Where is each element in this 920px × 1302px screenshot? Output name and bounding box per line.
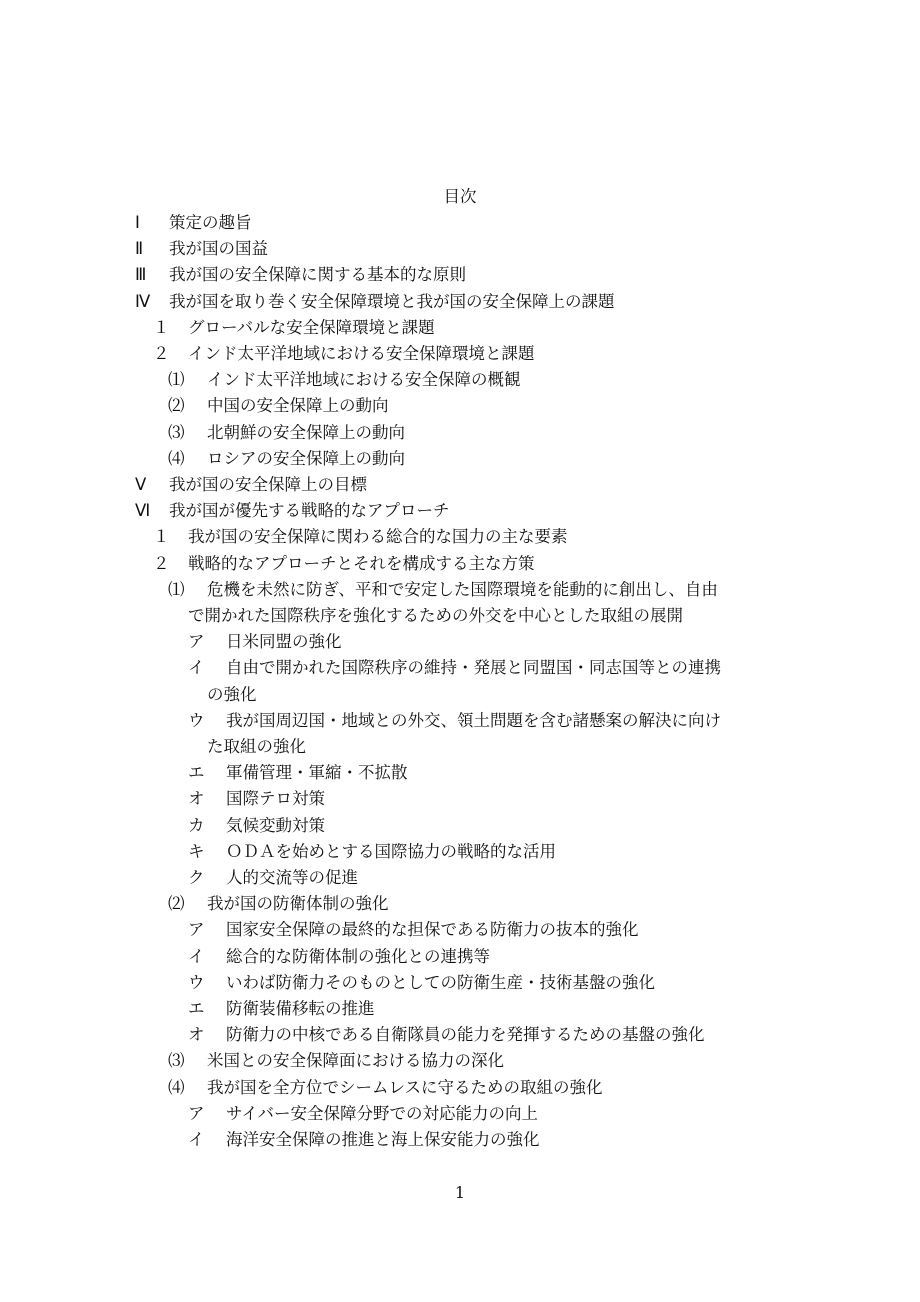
toc-entry-marker: １ — [153, 527, 170, 547]
toc-entry-marker: ⑷ — [168, 448, 185, 468]
toc-entry — [0, 972, 920, 998]
page-number: 1 — [454, 1183, 466, 1202]
toc-entry-marker: ⑴ — [168, 579, 185, 599]
toc-entry-marker: Ⅵ — [135, 501, 151, 521]
toc-entry — [0, 317, 920, 343]
toc-entry-text: サイバー安全保障分野での対応能力の向上 — [226, 1103, 539, 1123]
toc-entry-text: 軍備管理・軍縮・不拡散 — [226, 763, 408, 783]
toc-entry — [0, 395, 920, 421]
toc-entry-marker: Ⅲ — [135, 265, 147, 285]
toc-entry-marker: Ⅱ — [135, 239, 144, 259]
toc-entry-marker: イ — [188, 946, 205, 966]
toc-entry — [0, 788, 920, 814]
toc-entry-text: 我が国の安全保障上の目標 — [169, 475, 367, 494]
toc-entry — [0, 762, 920, 788]
toc-entry-text: 我が国が優先する戦略的なアプローチ — [169, 501, 450, 521]
toc-entry-marker: ア — [188, 1103, 205, 1123]
toc-entry — [0, 422, 920, 448]
toc-entry-marker: １ — [153, 317, 170, 337]
toc-entry-text: 我が国を全方位でシームレスに守るための取組の強化 — [207, 1077, 603, 1097]
toc-entry — [0, 500, 920, 526]
toc-entry-text: 我が国を取り巻く安全保障環境と我が国の安全保障上の課題 — [169, 291, 615, 311]
toc-entry-marker: Ⅰ — [135, 213, 140, 232]
toc-entry-marker: エ — [188, 999, 205, 1018]
toc-entry — [0, 998, 920, 1024]
toc-entry-text: 我が国の安全保障に関わる総合的な国力の主な要素 — [188, 527, 568, 547]
toc-entry-text: 我が国の防衛体制の強化 — [207, 894, 389, 914]
toc-entry — [0, 238, 920, 264]
toc-entry-text: 我が国周辺国・地域との外交、領土問題を含む諸懸案の解決に向け — [226, 710, 721, 730]
toc-entry — [0, 631, 920, 657]
toc-entry — [0, 579, 920, 605]
toc-entry-text: インド太平洋地域における安全保障環境と課題 — [188, 344, 535, 363]
toc-entry — [0, 893, 920, 919]
toc-entry-text: 危機を未然に防ぎ、平和で安定した国際環境を能動的に創出し、自由 — [207, 579, 718, 599]
toc-entry-marker: ア — [188, 920, 205, 940]
toc-entry — [0, 264, 920, 290]
toc-entry — [0, 1077, 920, 1103]
toc-entry-text: 防衛装備移転の推進 — [226, 999, 375, 1018]
toc-entry — [0, 1129, 920, 1155]
toc-entry-marker: ク — [188, 868, 205, 887]
toc-entry — [0, 474, 920, 500]
toc-entry-text: ロシアの安全保障上の動向 — [207, 448, 405, 468]
toc-entry-text: た取組の強化 — [207, 737, 306, 756]
toc-entry — [0, 291, 920, 317]
toc-entry — [0, 841, 920, 867]
toc-entry — [0, 946, 920, 972]
toc-entry — [0, 736, 920, 762]
toc-title: 目次 — [443, 187, 477, 206]
toc-entry — [0, 919, 920, 945]
toc-entry-marker: エ — [188, 763, 205, 783]
toc-entry-text: ＯＤＡを始めとする国際協力の戦略的な活用 — [226, 841, 556, 861]
toc-entry-text: インド太平洋地域における安全保障の概観 — [207, 370, 521, 390]
toc-entry — [0, 526, 920, 552]
toc-entry-marker: Ⅴ — [135, 475, 147, 494]
toc-entry — [0, 867, 920, 893]
toc-entry-text: 日米同盟の強化 — [226, 632, 342, 652]
toc-entry-text: 我が国の国益 — [169, 239, 268, 259]
toc-entry-text: の強化 — [207, 684, 257, 704]
toc-entry — [0, 369, 920, 395]
toc-entry-text: 中国の安全保障上の動向 — [207, 396, 389, 416]
toc-entry-marker: イ — [188, 1130, 205, 1149]
toc-entry-text: 海洋安全保障の推進と海上保安能力の強化 — [226, 1130, 540, 1149]
toc-entry-marker: カ — [188, 815, 205, 835]
toc-entry-marker: ２ — [153, 553, 170, 573]
toc-entry-marker: イ — [188, 658, 205, 678]
toc-entry-text: 戦略的なアプローチとそれを構成する主な方策 — [188, 553, 535, 573]
toc-entry-text: 北朝鮮の安全保障上の動向 — [207, 422, 405, 442]
toc-entry-text: 気候変動対策 — [226, 815, 325, 835]
toc-entry-marker: オ — [188, 789, 205, 809]
toc-entry — [0, 448, 920, 474]
toc-entry — [0, 605, 920, 631]
toc-entry — [0, 1050, 920, 1076]
toc-entry — [0, 657, 920, 683]
toc-entry-marker: ウ — [188, 972, 205, 992]
toc-entry-text: 策定の趣旨 — [169, 213, 252, 232]
toc-entry-marker: ウ — [188, 710, 205, 730]
toc-entry-text: で開かれた国際秩序を強化するための外交を中心とした取組の展開 — [188, 606, 683, 625]
toc-entry-marker: ⑵ — [168, 396, 185, 416]
toc-entry — [0, 553, 920, 579]
toc-entry — [0, 710, 920, 736]
toc-entry — [0, 1103, 920, 1129]
toc-entry-text: 我が国の安全保障に関する基本的な原則 — [169, 265, 466, 285]
toc-entry-marker: オ — [188, 1025, 205, 1045]
toc-entry — [0, 684, 920, 710]
toc-entry — [0, 1024, 920, 1050]
toc-entry-text: 人的交流等の促進 — [226, 868, 358, 887]
toc-entry-marker: ⑵ — [168, 894, 185, 914]
toc-entry-text: いわば防衛力そのものとしての防衛生産・技術基盤の強化 — [226, 972, 655, 992]
toc-entry — [0, 815, 920, 841]
toc-entry-marker: Ⅳ — [135, 291, 151, 311]
toc-entry-marker: ２ — [153, 344, 170, 363]
toc-entry-marker: ⑶ — [168, 422, 185, 442]
toc-entry-marker: キ — [188, 841, 205, 861]
toc-entry-text: 国家安全保障の最終的な担保である防衛力の抜本的強化 — [226, 920, 639, 940]
toc-entry-marker: ⑴ — [168, 370, 185, 390]
toc-entry — [0, 212, 920, 238]
toc-entry-text: 米国との安全保障面における協力の深化 — [207, 1051, 504, 1071]
toc-entry-text: 防衛力の中核である自衛隊員の能力を発揮するための基盤の強化 — [226, 1025, 705, 1045]
toc-entry-marker: ⑷ — [168, 1077, 185, 1097]
toc-entry-marker: ⑶ — [168, 1051, 185, 1071]
toc-entry-text: グローバルな安全保障環境と課題 — [188, 317, 435, 337]
toc-entry-text: 総合的な防衛体制の強化との連携等 — [226, 946, 490, 966]
toc-entry — [0, 343, 920, 369]
toc-entry-text: 国際テロ対策 — [226, 789, 325, 809]
toc-entry-marker: ア — [188, 632, 205, 652]
toc-entry-text: 自由で開かれた国際秩序の維持・発展と同盟国・同志国等との連携 — [226, 658, 721, 678]
